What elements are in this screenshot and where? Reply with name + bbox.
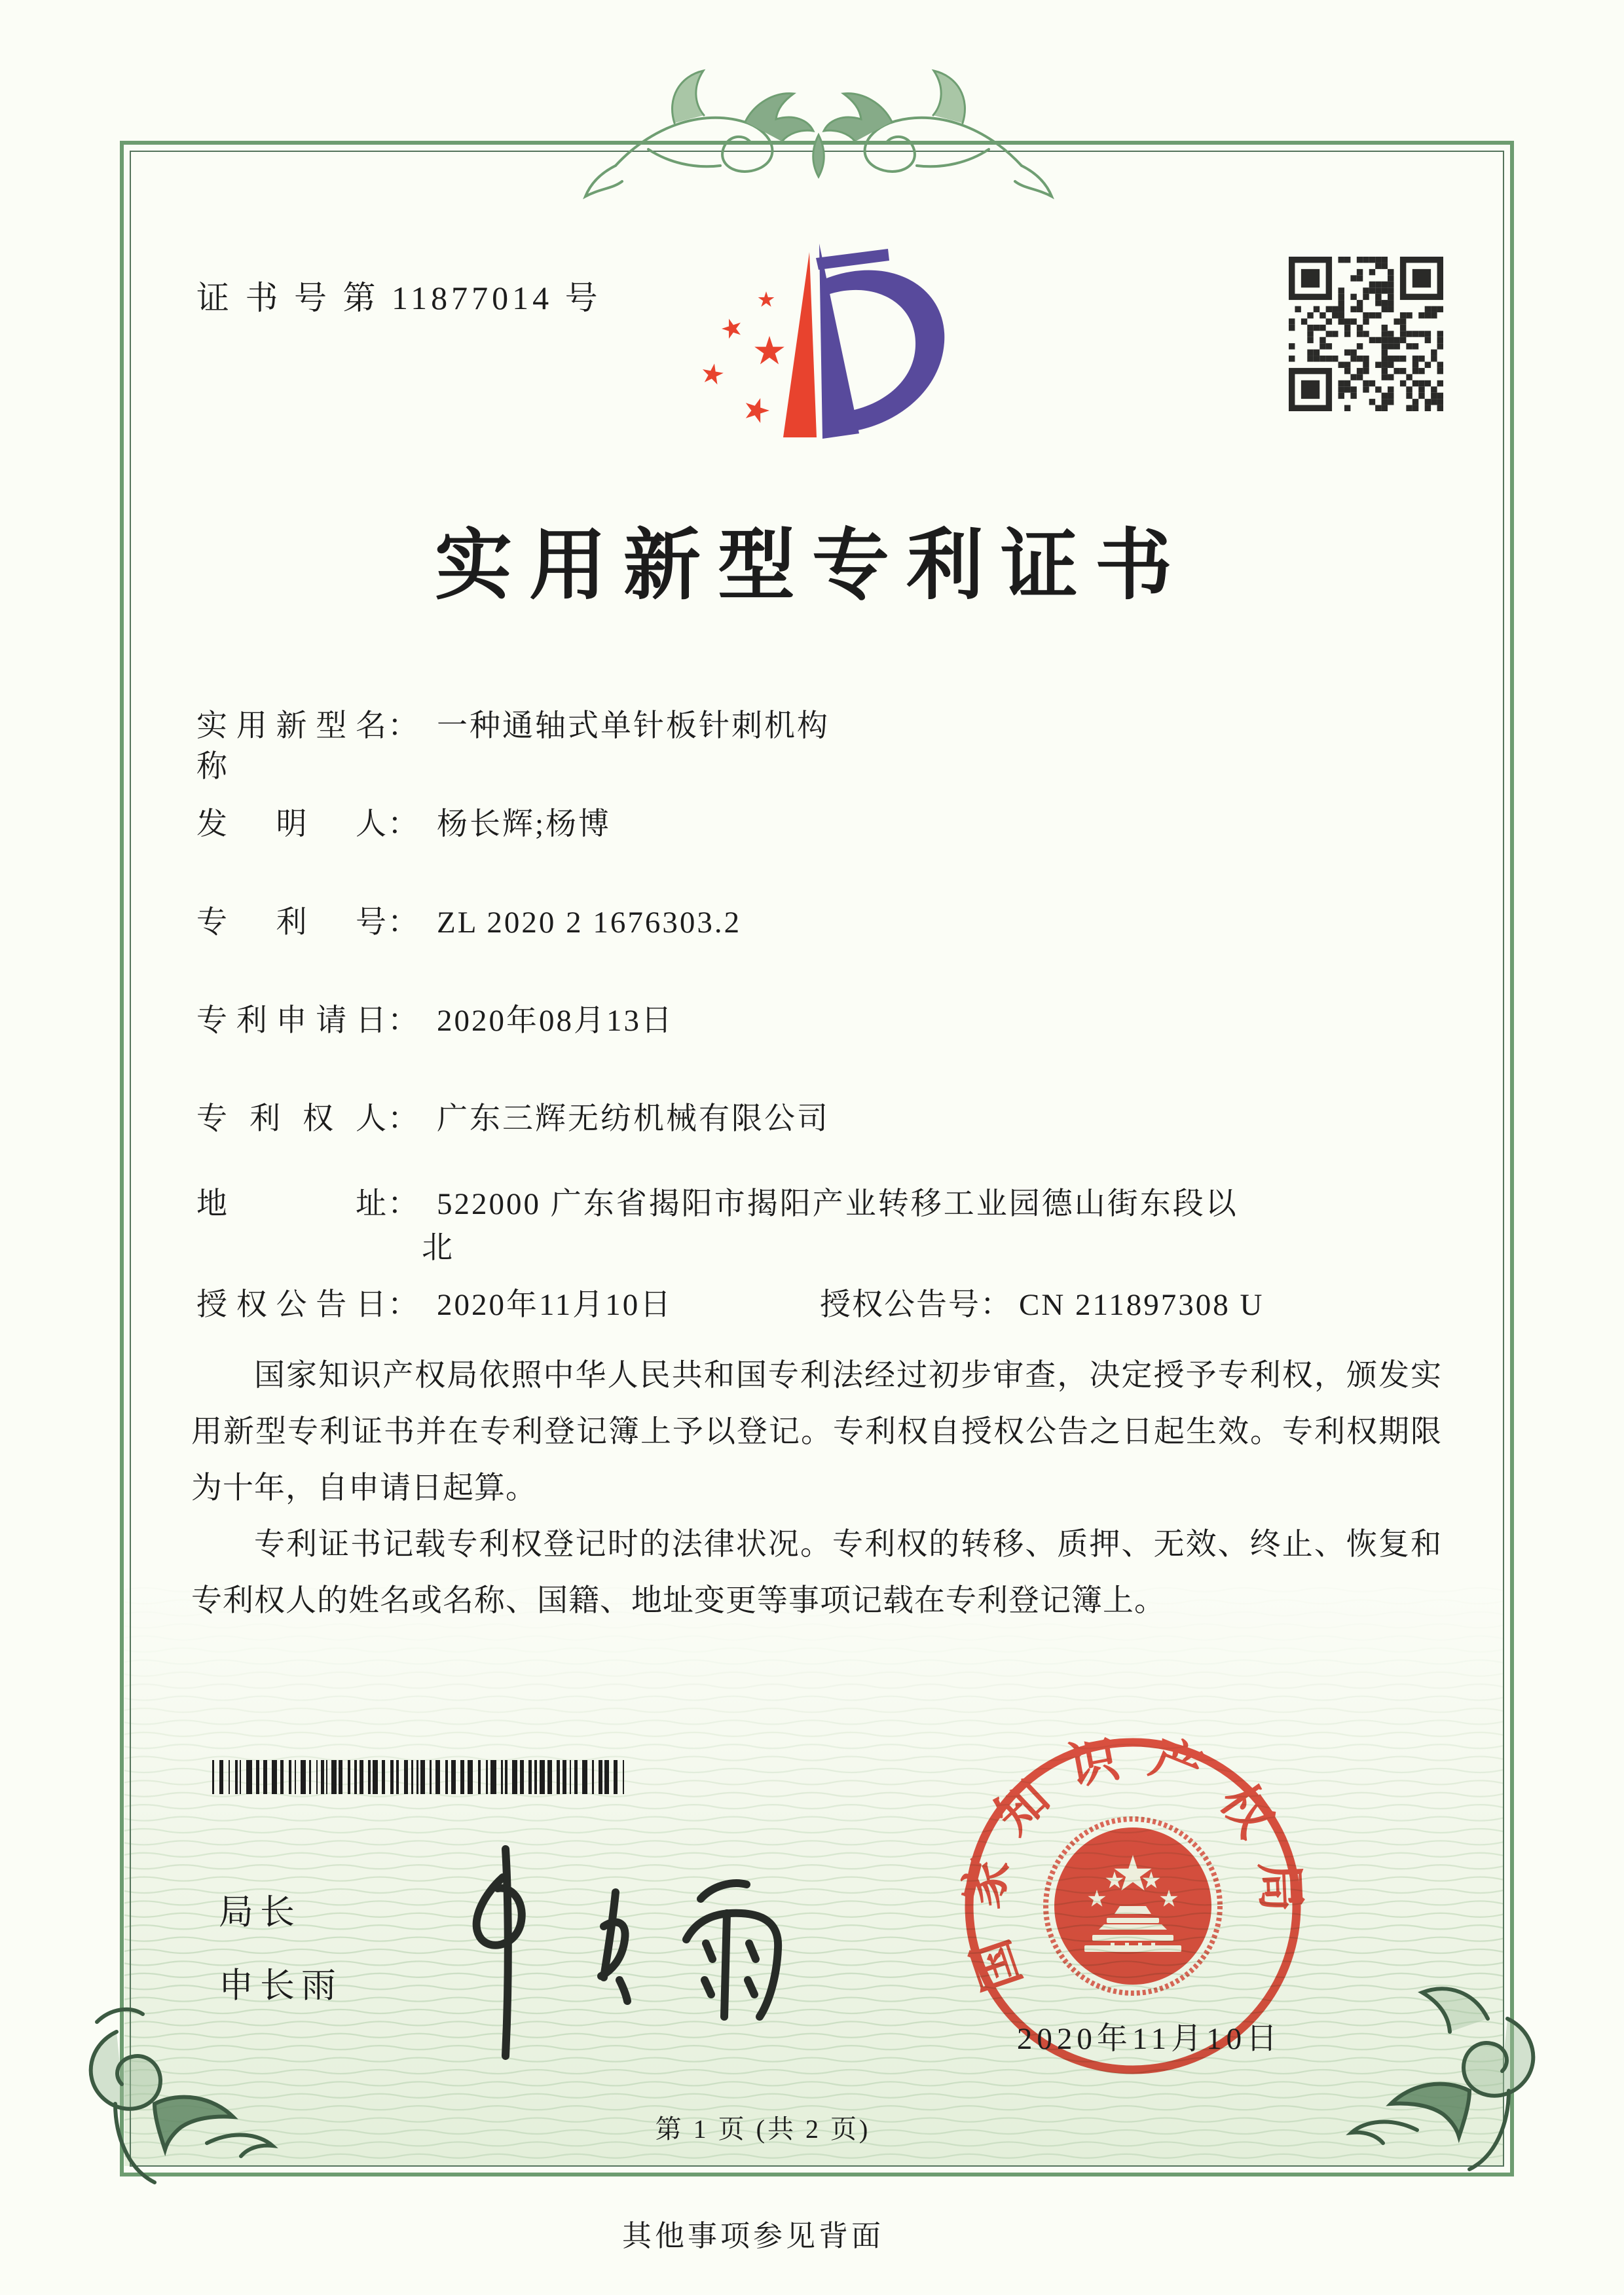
field-value: ZL 2020 2 1676303.2 — [437, 906, 742, 940]
field-label: 专利申请日 — [196, 1004, 388, 1038]
barcode — [212, 1760, 631, 1794]
field-row-filing-date — [196, 1001, 1493, 1041]
legal-paragraph: 国家知识产权局依照中华人民共和国专利法经过初步审查，决定授予专利权，颁发实用新型专利证书并在专利登记簿上予以登记。专利权自授权公告之日起生效。专利权期限为十年，自申请日起算。 — [191, 1359, 1442, 1505]
director-signature — [419, 1815, 825, 2077]
director-title-label: 局长 — [219, 1894, 301, 1932]
field-label: 专利号 — [196, 906, 388, 940]
flourish-corner-ornament — [71, 2002, 293, 2212]
label-colon: ： — [388, 1102, 420, 1136]
back-side-note: 其他事项参见背面 — [622, 2220, 885, 2252]
field-row-address — [196, 1184, 1493, 1272]
director-name: 申长雨 — [219, 1967, 342, 2005]
flourish-corner-ornament — [1331, 1983, 1553, 2199]
field-value-grant-number: CN 211897308 U — [1019, 1288, 1264, 1322]
label-colon: ： — [388, 1187, 420, 1221]
field-row-patent-number — [196, 902, 1493, 943]
field-row-inventor — [196, 804, 1493, 845]
label-colon: ： — [388, 1004, 420, 1038]
legal-paragraph: 专利证书记载专利权登记时的法律状况。专利权的转移、质押、无效、终止、恢复和专利权人的姓名或名称、国籍、地址变更等事项记载在专利登记簿上。 — [191, 1528, 1442, 1618]
qr-code — [1289, 257, 1443, 411]
page-number: 第 1 页 (共 2 页) — [655, 2114, 871, 2144]
label-colon: ： — [388, 1288, 420, 1322]
field-value-address-line2: 北 — [422, 1231, 454, 1265]
label-colon: ： — [980, 1288, 1012, 1322]
field-value: 一种通轴式单针板针刺机构 — [437, 709, 830, 743]
label-colon: ： — [388, 807, 420, 841]
field-value: 杨长辉;杨博 — [437, 807, 612, 841]
field-grant-number — [820, 1285, 1264, 1325]
field-row-patentee — [196, 1099, 1493, 1139]
field-row-utility-model-name — [196, 706, 1493, 787]
field-value-grant-date: 2020年11月10日 — [437, 1288, 673, 1322]
seal-date: 2020年11月10日 — [1016, 2022, 1282, 2056]
page-title: 实用新型专利证书 — [434, 523, 1189, 609]
label-colon: ： — [388, 709, 420, 743]
dragon-ornament-icon — [570, 58, 1067, 205]
field-label: 实用新型名称 — [196, 709, 388, 784]
field-label: 发明人 — [196, 807, 388, 841]
field-row-grant — [196, 1285, 1493, 1325]
certificate-number: 证 书 号 第 11877014 号 — [196, 280, 602, 316]
field-label: 专利权人 — [196, 1102, 388, 1136]
field-value: 2020年08月13日 — [437, 1004, 674, 1038]
field-label: 地址 — [196, 1187, 388, 1221]
seal-org-text: 国家知识产权局 — [954, 1727, 1310, 1998]
legal-text-block — [191, 1348, 1442, 1629]
field-value-address-line1: 522000 广东省揭阳市揭阳产业转移工业园德山街东段以 — [437, 1187, 1238, 1221]
label-colon: ： — [388, 906, 420, 940]
field-label-grant-number: 授权公告号 — [820, 1288, 980, 1322]
field-label-grant-date: 授权公告日 — [196, 1288, 388, 1322]
field-value: 广东三辉无纺机械有限公司 — [437, 1102, 830, 1136]
cnipa-logo-icon — [655, 216, 982, 478]
